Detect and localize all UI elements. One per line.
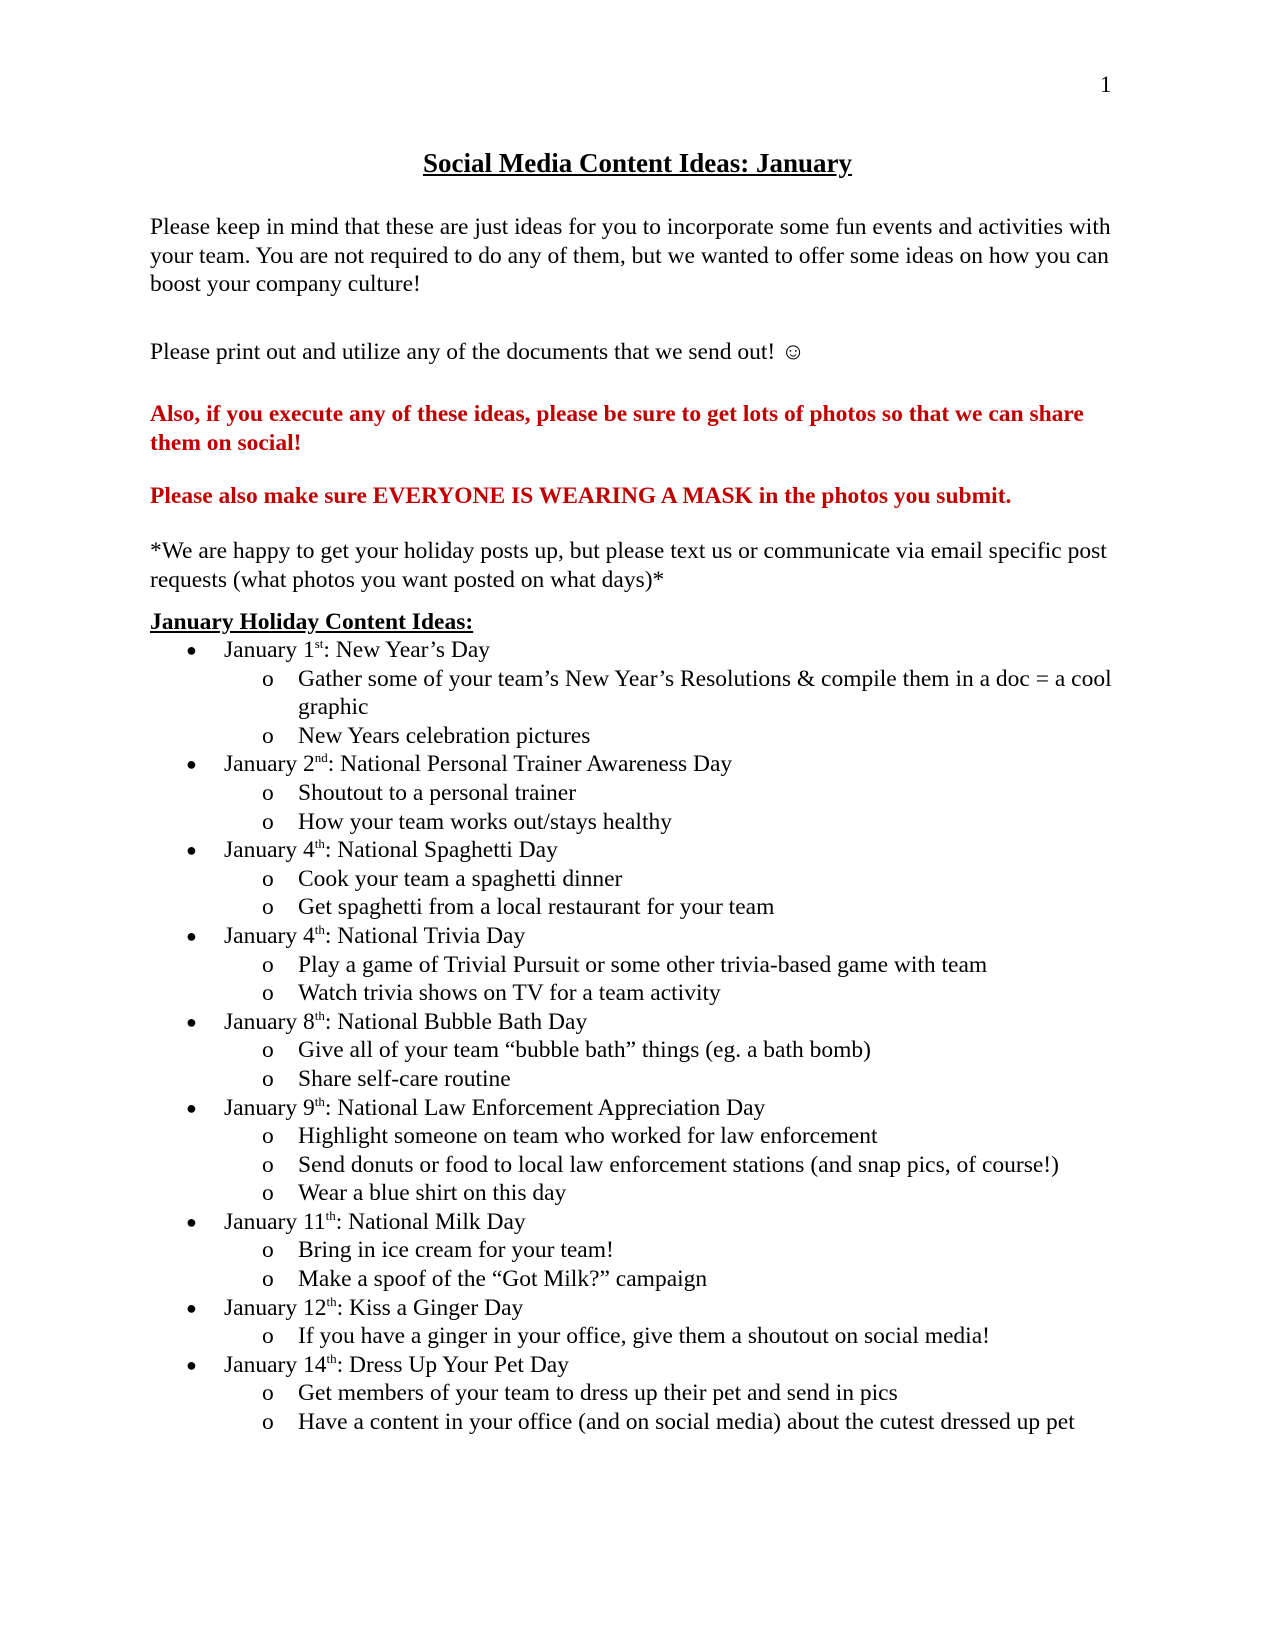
idea-text: Cook your team a spaghetti dinner bbox=[298, 865, 623, 892]
photos-note: Also, if you execute any of these ideas, please be sure to get lots of photos so that we can share them on social! bbox=[150, 401, 1084, 456]
date-suffix: th bbox=[314, 922, 325, 938]
idea-item bbox=[150, 779, 1140, 808]
idea-text: If you have a ginger in your office, give them a shoutout on social media! bbox=[298, 1323, 990, 1350]
idea-item bbox=[150, 1179, 1140, 1208]
holiday-date: January 11 bbox=[224, 1208, 326, 1235]
bullet-icon: ● bbox=[186, 1011, 197, 1032]
idea-text: Highlight someone on team who worked for law enforcement bbox=[298, 1123, 878, 1150]
idea-item bbox=[150, 808, 1140, 837]
holiday-item bbox=[150, 836, 1140, 865]
idea-item bbox=[150, 951, 1140, 980]
idea-item bbox=[150, 865, 1140, 894]
holiday-date: January 4 bbox=[224, 837, 315, 864]
mask-note: Please also make sure EVERYONE IS WEARING A MASK in the photos you submit. bbox=[150, 483, 1012, 509]
holiday-date: January 2 bbox=[224, 751, 315, 778]
sub-bullet-icon: o bbox=[262, 1065, 274, 1092]
date-suffix: nd bbox=[314, 750, 328, 766]
sub-bullet-icon: o bbox=[262, 722, 274, 749]
idea-text: Watch trivia shows on TV for a team activity bbox=[298, 980, 721, 1007]
holiday-item bbox=[150, 1094, 1140, 1123]
print-note: Please print out and utilize any of the documents that we send out! ☺ bbox=[150, 339, 806, 365]
holiday-container bbox=[150, 636, 1140, 1437]
holiday-date: January 4 bbox=[224, 922, 315, 949]
bullet-icon: ● bbox=[186, 1211, 197, 1232]
holiday-name: : New Year’s Day bbox=[323, 637, 491, 663]
holiday-name: : National Spaghetti Day bbox=[324, 837, 558, 864]
sub-bullet-icon: o bbox=[262, 1151, 274, 1178]
holiday-item bbox=[150, 1294, 1140, 1323]
sub-bullet-icon: o bbox=[262, 779, 274, 806]
idea-item bbox=[150, 1036, 1140, 1065]
idea-item bbox=[150, 893, 1140, 922]
bullet-icon: ● bbox=[186, 1097, 197, 1118]
sub-bullet-icon: o bbox=[262, 1123, 274, 1150]
holiday-name: : Kiss a Ginger Day bbox=[336, 1294, 524, 1321]
holiday-item bbox=[150, 750, 1140, 779]
holiday-item bbox=[150, 1208, 1140, 1237]
holiday-item bbox=[150, 922, 1140, 951]
idea-item bbox=[150, 1265, 1140, 1294]
date-suffix: th bbox=[314, 1007, 325, 1023]
holiday-list bbox=[150, 609, 1140, 1437]
idea-item bbox=[150, 1408, 1140, 1437]
bullet-icon: ● bbox=[186, 754, 197, 775]
idea-text: Have a content in your office (and on social media) about the cutest dressed up pet bbox=[298, 1409, 1075, 1436]
post-requests-note: *We are happy to get your holiday posts up, but please text us or communicate via email specific post requests (what photos you want posted on what days)* bbox=[150, 538, 1107, 593]
idea-item bbox=[150, 1379, 1140, 1408]
sub-bullet-icon: o bbox=[262, 1237, 274, 1264]
idea-text: Share self-care routine bbox=[298, 1065, 511, 1092]
idea-item bbox=[150, 665, 1140, 722]
holiday-name: : National Bubble Bath Day bbox=[324, 1008, 588, 1035]
date-suffix: th bbox=[314, 1093, 325, 1109]
list-heading: January Holiday Content Ideas: bbox=[150, 609, 474, 635]
date-suffix: th bbox=[326, 1293, 337, 1309]
sub-bullet-icon: o bbox=[262, 1037, 274, 1064]
holiday-date: January 14 bbox=[224, 1351, 327, 1378]
bullet-icon: ● bbox=[186, 640, 197, 660]
idea-text: Send donuts or food to local law enforcement stations (and snap pics, of course!) bbox=[298, 1151, 1059, 1178]
sub-bullet-icon: o bbox=[262, 1180, 274, 1207]
holiday-name: : National Law Enforcement Appreciation Day bbox=[324, 1094, 766, 1121]
holiday-date: January 9 bbox=[224, 1094, 315, 1121]
idea-item bbox=[150, 1065, 1140, 1094]
sub-bullet-icon: o bbox=[262, 1409, 274, 1436]
holiday-item bbox=[150, 636, 1140, 665]
holiday-name: : National Trivia Day bbox=[324, 922, 526, 949]
date-suffix: th bbox=[325, 1208, 336, 1224]
idea-text: Shoutout to a personal trainer bbox=[298, 779, 577, 806]
idea-item bbox=[150, 722, 1140, 751]
holiday-name: : Dress Up Your Pet Day bbox=[336, 1351, 569, 1378]
sub-bullet-icon: o bbox=[262, 665, 274, 692]
idea-item bbox=[150, 1322, 1140, 1351]
sub-bullet-icon: o bbox=[262, 1380, 274, 1407]
intro-paragraph: Please keep in mind that these are just ideas for you to incorporate some fun events and activities with your team. You are not required to do any of them, but we wanted to offer some ideas on how you can boost your company culture! bbox=[150, 214, 1111, 297]
idea-item bbox=[150, 1151, 1140, 1180]
sub-bullet-icon: o bbox=[262, 808, 274, 835]
holiday-name: : National Milk Day bbox=[335, 1208, 526, 1235]
sub-bullet-icon: o bbox=[262, 865, 274, 892]
idea-text: Give all of your team “bubble bath” things (eg. a bath bomb) bbox=[298, 1037, 871, 1064]
idea-item bbox=[150, 979, 1140, 1008]
page-number: 1 bbox=[1100, 72, 1112, 97]
holiday-item bbox=[150, 1351, 1140, 1380]
bullet-icon: ● bbox=[186, 1297, 197, 1318]
idea-text: Get spaghetti from a local restaurant for your team bbox=[298, 894, 775, 921]
sub-bullet-icon: o bbox=[262, 951, 274, 978]
sub-bullet-icon: o bbox=[262, 894, 274, 921]
holiday-date: January 8 bbox=[224, 1008, 315, 1035]
bullet-icon: ● bbox=[186, 840, 197, 861]
document-title: Social Media Content Ideas: January bbox=[422, 148, 852, 178]
holiday-date: January 12 bbox=[224, 1294, 327, 1321]
holiday-name: : National Personal Trainer Awareness Day bbox=[327, 751, 733, 778]
date-suffix: th bbox=[314, 836, 325, 852]
sub-bullet-icon: o bbox=[262, 1323, 274, 1350]
bullet-icon: ● bbox=[186, 1354, 197, 1375]
idea-text: Wear a blue shirt on this day bbox=[298, 1180, 567, 1207]
idea-text: Gather some of your team’s New Year’s Resolutions & compile them in a doc = a cool graphic bbox=[298, 665, 1112, 721]
sub-bullet-icon: o bbox=[262, 1266, 274, 1293]
idea-text: Get members of your team to dress up their pet and send in pics bbox=[298, 1380, 898, 1407]
idea-item bbox=[150, 1122, 1140, 1151]
idea-text: How your team works out/stays healthy bbox=[298, 808, 672, 835]
idea-text: Make a spoof of the “Got Milk?” campaign bbox=[298, 1266, 708, 1293]
sub-bullet-icon: o bbox=[262, 980, 274, 1007]
holiday-date: January 1 bbox=[224, 637, 315, 663]
bullet-icon: ● bbox=[186, 925, 197, 946]
date-suffix: th bbox=[326, 1351, 337, 1367]
idea-text: Bring in ice cream for your team! bbox=[298, 1237, 614, 1264]
date-suffix: st bbox=[314, 636, 324, 652]
idea-text: Play a game of Trivial Pursuit or some other trivia-based game with team bbox=[298, 951, 988, 978]
holiday-item bbox=[150, 1008, 1140, 1037]
idea-item bbox=[150, 1236, 1140, 1265]
idea-text: New Years celebration pictures bbox=[298, 722, 591, 749]
